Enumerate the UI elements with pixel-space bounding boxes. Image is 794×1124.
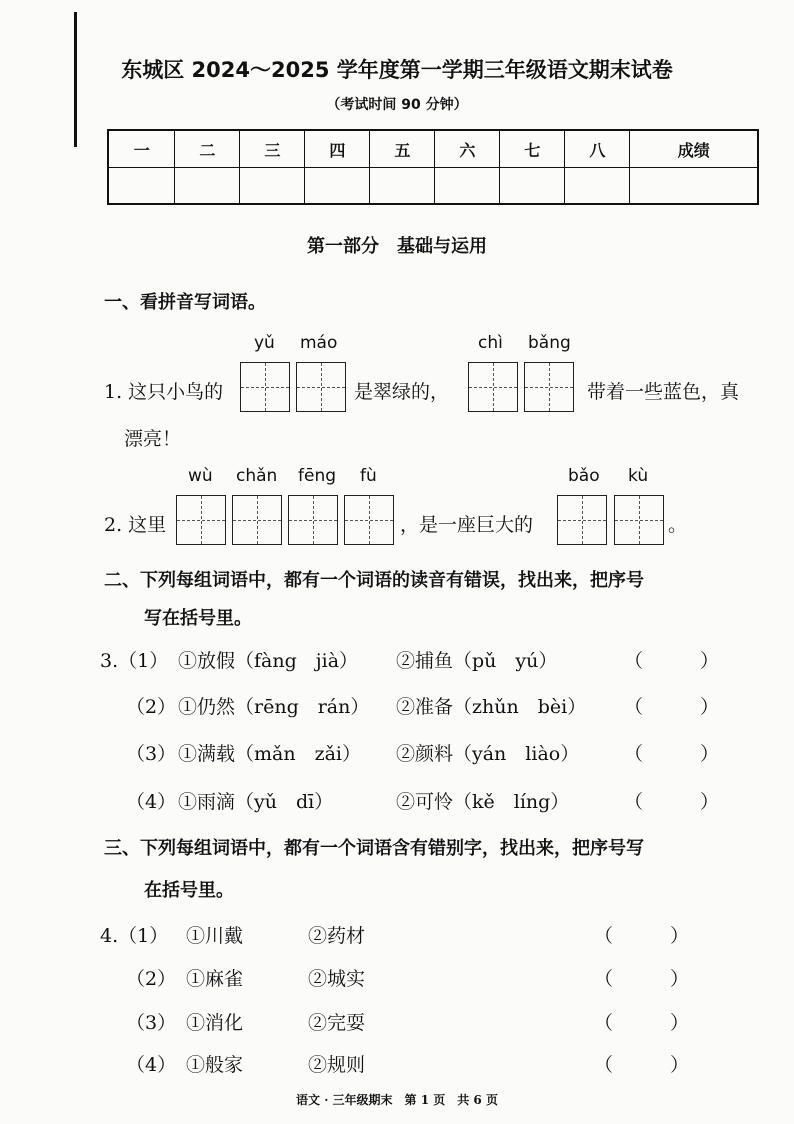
- question-label: （3）: [126, 1012, 177, 1034]
- score-table-header-row: [108, 130, 758, 168]
- answer-parentheses[interactable]: （ ）: [624, 650, 720, 672]
- question-text: ，是一座巨大的: [400, 514, 534, 536]
- answer-parentheses[interactable]: （ ）: [594, 925, 690, 947]
- option-1: ①麻雀: [186, 968, 244, 990]
- option-1: ①放假（fàng jià）: [178, 650, 359, 672]
- question-text: 是翠绿的，: [354, 381, 450, 403]
- score-table-blank-row: [108, 168, 758, 205]
- pinyin: bǎo: [568, 466, 600, 486]
- question-label: （4）: [126, 791, 177, 813]
- score-header-cell: 五: [370, 130, 435, 168]
- option-1: ①雨滴（yǔ dī）: [178, 791, 334, 813]
- option-2: ②捕鱼（pǔ yú）: [396, 650, 558, 672]
- score-header-cell: 六: [435, 130, 500, 168]
- question-text: 漂亮！: [124, 428, 182, 450]
- question-label: 3.（1）: [100, 650, 169, 672]
- score-cell[interactable]: [240, 168, 305, 205]
- option-1: ①消化: [186, 1012, 244, 1034]
- score-cell[interactable]: [108, 168, 175, 205]
- answer-parentheses[interactable]: （ ）: [624, 791, 720, 813]
- score-cell[interactable]: [435, 168, 500, 205]
- writing-grid[interactable]: [288, 495, 338, 545]
- score-header-cell: 四: [305, 130, 370, 168]
- question-label: （3）: [126, 743, 177, 765]
- exam-duration: （考试时间 90 分钟）: [326, 97, 468, 113]
- score-header-cell: 三: [240, 130, 305, 168]
- option-2: ②药材: [308, 925, 366, 947]
- option-1: ①满载（mǎn zǎi）: [178, 743, 361, 765]
- answer-parentheses[interactable]: （ ）: [624, 743, 720, 765]
- score-header-cell: 八: [565, 130, 630, 168]
- question-text: 。: [668, 514, 688, 536]
- question-label: （2）: [126, 696, 177, 718]
- score-cell[interactable]: [630, 168, 758, 205]
- score-cell[interactable]: [370, 168, 435, 205]
- score-cell[interactable]: [500, 168, 565, 205]
- option-2: ②准备（zhǔn bèi）: [396, 696, 587, 718]
- writing-grid[interactable]: [232, 495, 282, 545]
- question-label: 4.（1）: [100, 925, 169, 947]
- score-header-cell: 一: [108, 130, 175, 168]
- pinyin: bǎng: [528, 333, 571, 353]
- section3-heading: 三、下列每组词语中，都有一个词语含有错别字，找出来，把序号写: [104, 838, 644, 859]
- option-2: ②完耍: [308, 1012, 366, 1034]
- question-label: （2）: [126, 968, 177, 990]
- option-1: ①川戴: [186, 925, 244, 947]
- pinyin: wù: [188, 466, 213, 486]
- question-text: 带着一些蓝色，真: [587, 381, 740, 403]
- writing-grid[interactable]: [557, 495, 607, 545]
- exam-title: 东城区 2024～2025 学年度第一学期三年级语文期末试卷: [121, 58, 673, 82]
- answer-parentheses[interactable]: （ ）: [594, 968, 690, 990]
- pinyin: máo: [300, 333, 338, 353]
- writing-grid[interactable]: [240, 362, 290, 412]
- option-1: ①般家: [186, 1054, 244, 1076]
- pinyin: fēng: [298, 466, 337, 486]
- score-table: [107, 129, 759, 205]
- answer-parentheses[interactable]: （ ）: [624, 696, 720, 718]
- writing-grid[interactable]: [614, 495, 664, 545]
- pinyin: fù: [360, 466, 377, 486]
- page-footer: 语文 · 三年级期末 第 1 页 共 6 页: [296, 1093, 498, 1107]
- score-cell[interactable]: [175, 168, 240, 205]
- option-1: ①仍然（rēng rán）: [178, 696, 370, 718]
- score-header-cell: 成绩: [630, 130, 758, 168]
- pinyin: kù: [628, 466, 649, 486]
- option-2: ②可怜（kě líng）: [396, 791, 570, 813]
- pinyin: chì: [478, 333, 503, 353]
- score-cell[interactable]: [565, 168, 630, 205]
- question-text: 1. 这只小鸟的: [104, 381, 224, 403]
- part-title: 第一部分 基础与运用: [307, 236, 487, 257]
- pinyin: chǎn: [236, 466, 278, 486]
- section2-heading-cont: 写在括号里。: [144, 608, 252, 629]
- section3-heading-cont: 在括号里。: [144, 880, 234, 901]
- option-2: ②规则: [308, 1054, 366, 1076]
- writing-grid[interactable]: [524, 362, 574, 412]
- option-2: ②颜料（yán liào）: [396, 743, 580, 765]
- writing-grid[interactable]: [468, 362, 518, 412]
- question-label: （4）: [126, 1054, 177, 1076]
- answer-parentheses[interactable]: （ ）: [594, 1012, 690, 1034]
- writing-grid[interactable]: [296, 362, 346, 412]
- section2-heading: 二、下列每组词语中，都有一个词语的读音有错误，找出来，把序号: [104, 570, 644, 591]
- writing-grid[interactable]: [176, 495, 226, 545]
- option-2: ②城实: [308, 968, 366, 990]
- writing-grid[interactable]: [344, 495, 394, 545]
- section1-heading: 一、看拼音写词语。: [104, 292, 266, 313]
- pinyin: yǔ: [254, 333, 275, 353]
- score-header-cell: 七: [500, 130, 565, 168]
- question-text: 2. 这里: [104, 514, 167, 536]
- score-cell[interactable]: [305, 168, 370, 205]
- score-header-cell: 二: [175, 130, 240, 168]
- answer-parentheses[interactable]: （ ）: [594, 1054, 690, 1076]
